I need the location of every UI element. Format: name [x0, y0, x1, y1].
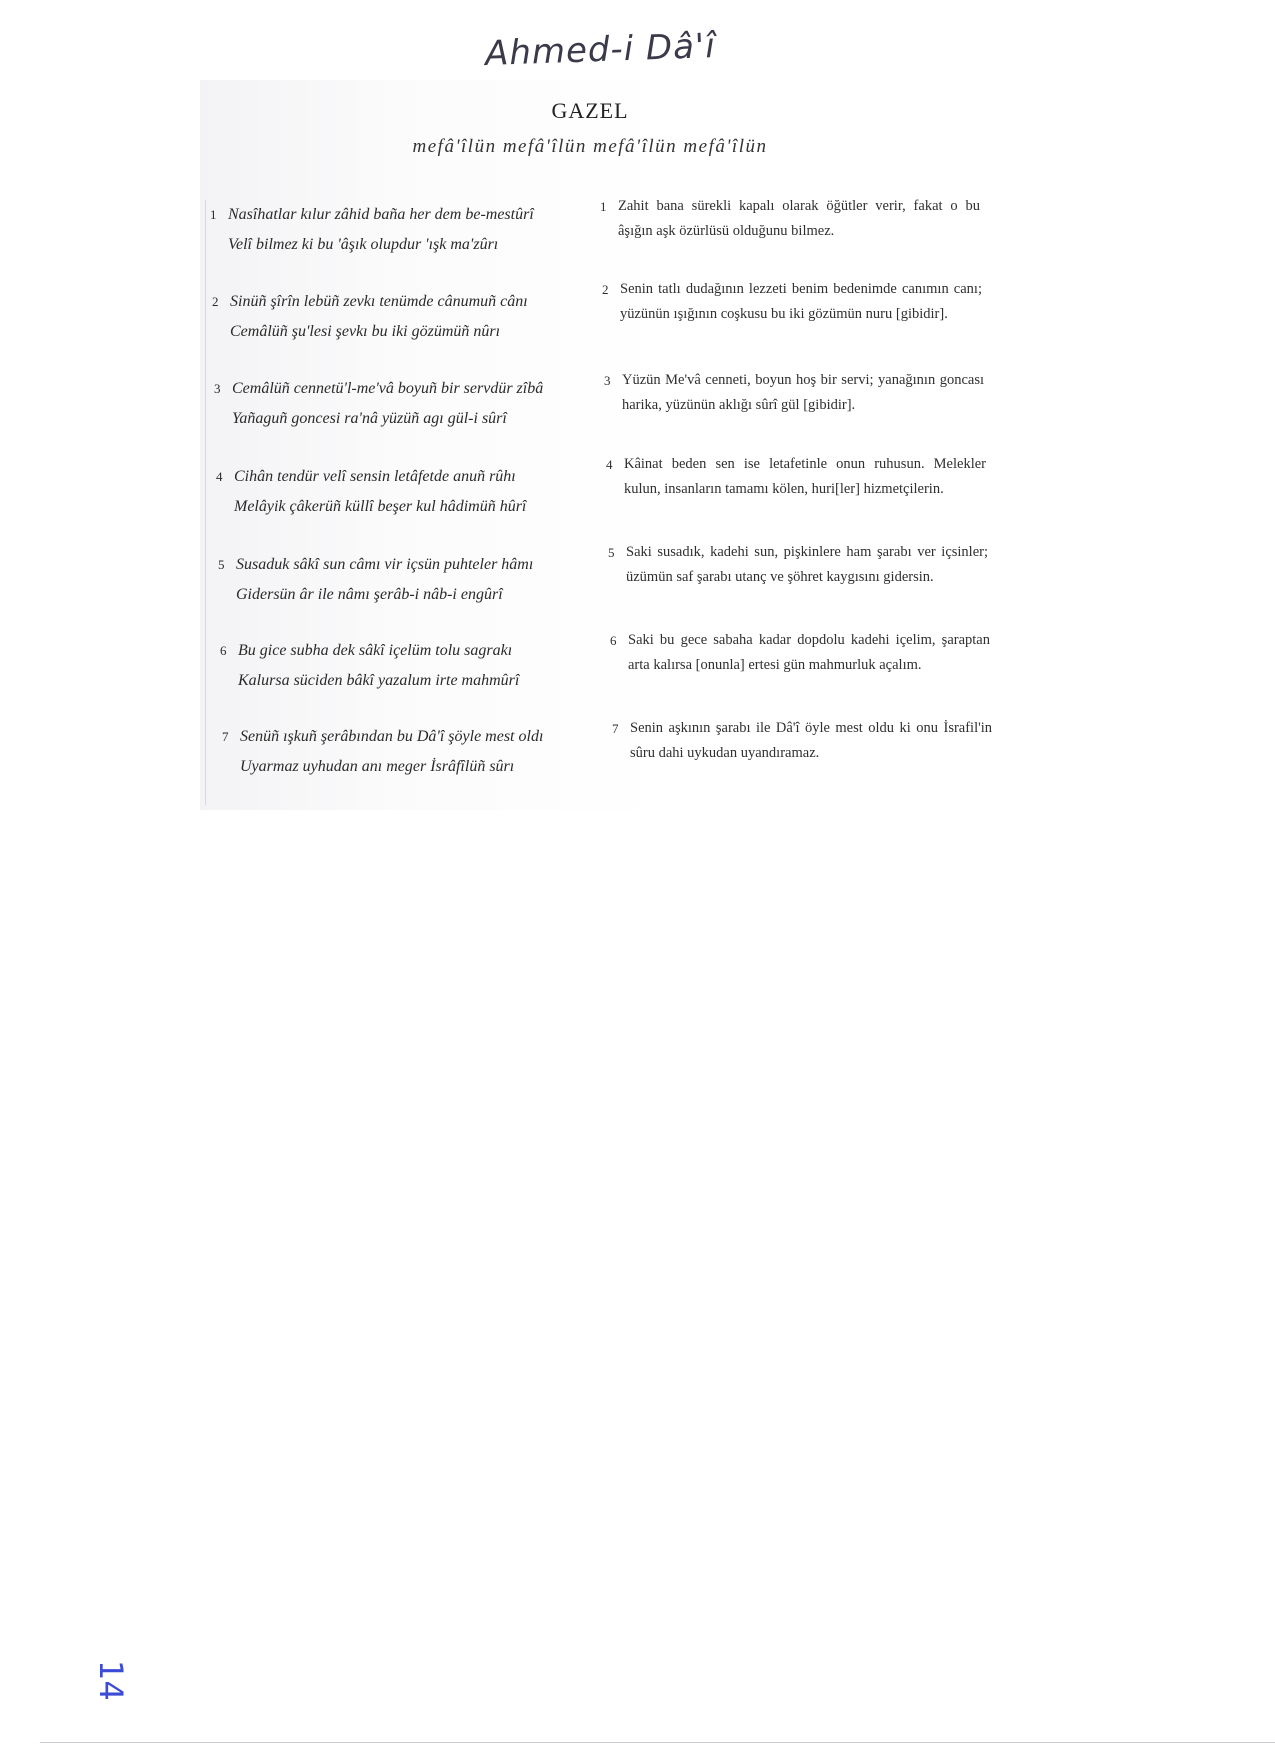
- couplet-line-1: Nasîhatlar kılur zâhid baña her dem be-mestûrî: [228, 206, 534, 223]
- couplet-line-1: Senüñ ışkuñ şerâbından bu Dâ'î şöyle mest oldı: [240, 728, 544, 745]
- couplet-6: [220, 636, 580, 696]
- bottom-edge-line: [40, 1742, 1275, 1743]
- couplet-1: [210, 200, 570, 260]
- translation-6: [610, 628, 990, 678]
- translation-number: 1: [600, 199, 607, 214]
- couplet-line-1: Susaduk sâkî sun câmı vir içsün puhteler hâmı: [236, 556, 534, 573]
- couplet-number: 4: [216, 469, 223, 484]
- couplet-line-1: Cemâlüñ cennetü'l-me'vâ boyuñ bir servdür zîbâ: [232, 380, 544, 397]
- translation-number: 2: [602, 282, 609, 297]
- page-edge-line: [205, 200, 206, 805]
- couplet-number: 6: [220, 643, 227, 658]
- translation-number: 3: [604, 373, 611, 388]
- couplet-5: [218, 550, 578, 610]
- couplet-number: 3: [214, 381, 221, 396]
- translation-text: Zahit bana sürekli kapalı olarak öğütler verir, fakat o bu âşığın aşk özürlüsü olduğunu bilmez.: [618, 198, 980, 239]
- couplet-line-2: Cemâlüñ şu'lesi şevkı bu iki gözümüñ nûrı: [230, 323, 501, 340]
- couplet-number: 7: [222, 729, 229, 744]
- translation-4: [606, 452, 986, 502]
- translation-text: Senin aşkının şarabı ile Dâ'î öyle mest oldu ki onu İsrafil'in sûru dahi uykudan uyandıramaz.: [630, 720, 992, 761]
- couplet-line-2: Velî bilmez ki bu 'âşık olupdur 'ışk ma'zûrı: [228, 236, 499, 253]
- couplet-3: [214, 374, 574, 434]
- translation-number: 5: [608, 545, 615, 560]
- translation-3: [604, 368, 984, 418]
- couplet-line-2: Melâyik çâkerüñ küllî beşer kul hâdimüñ hûrî: [234, 498, 527, 515]
- couplet-line-1: Sinüñ şîrîn lebüñ zevkı tenümde cânumuñ cânı: [230, 293, 528, 310]
- poem-meter: mefâ'îlün mefâ'îlün mefâ'îlün mefâ'îlün: [412, 136, 768, 157]
- translation-text: Saki susadık, kadehi sun, pişkinlere ham şarabı ver içsinler; üzümün saf şarabı utanç ve şöhret kaygısını gidersin.: [626, 544, 988, 585]
- translation-text: Kâinat beden sen ise letafetinle onun ruhusun. Melekler kulun, insanların tamamı kölen, huri[ler] hizmetçilerin.: [624, 456, 986, 497]
- translation-number: 7: [612, 721, 619, 736]
- translation-text: Senin tatlı dudağının lezzeti benim bedenimde canımın canı; yüzünün ışığının coşkusu bu iki gözümün nuru [gibidir].: [620, 281, 982, 322]
- translation-5: [608, 540, 988, 590]
- page-number-handwritten: 14: [92, 1660, 130, 1701]
- translation-number: 6: [610, 633, 617, 648]
- translation-2: [602, 277, 982, 327]
- translation-1: [600, 194, 980, 244]
- couplet-4: [216, 462, 576, 522]
- couplet-line-1: Bu gice subha dek sâkî içelüm tolu sagrakı: [238, 642, 513, 659]
- translation-7: [612, 716, 992, 766]
- couplet-2: [212, 287, 572, 347]
- page-shade: [200, 80, 980, 810]
- translation-number: 4: [606, 457, 613, 472]
- couplet-number: 2: [212, 294, 219, 309]
- couplet-7: [222, 722, 582, 782]
- translation-text: Yüzün Me'vâ cenneti, boyun hoş bir servi; yanağının goncası harika, yüzünün aklığı sûrî gül [gibidir].: [622, 372, 984, 413]
- poem-title: GAZEL: [551, 98, 629, 123]
- couplet-number: 1: [210, 207, 217, 222]
- author-handwritten: Ahmed-i Dâ'î: [484, 25, 717, 75]
- couplet-line-1: Cihân tendür velî sensin letâfetde anuñ rûhı: [234, 468, 516, 485]
- couplet-line-2: Uyarmaz uyhudan anı meger İsrâfîlüñ sûrı: [240, 758, 515, 775]
- couplet-line-2: Gidersün âr ile nâmı şerâb-i nâb-i engûrî: [236, 586, 503, 603]
- couplet-line-2: Yañaguñ goncesi ra'nâ yüzüñ agı gül-i sûrî: [232, 410, 507, 427]
- couplet-line-2: Kalursa süciden bâkî yazalum irte mahmûrî: [238, 672, 520, 689]
- translation-text: Saki bu gece sabaha kadar dopdolu kadehi içelim, şaraptan arta kalırsa [onunla] ertesi gün mahmurluk açalım.: [628, 632, 990, 673]
- couplet-number: 5: [218, 557, 225, 572]
